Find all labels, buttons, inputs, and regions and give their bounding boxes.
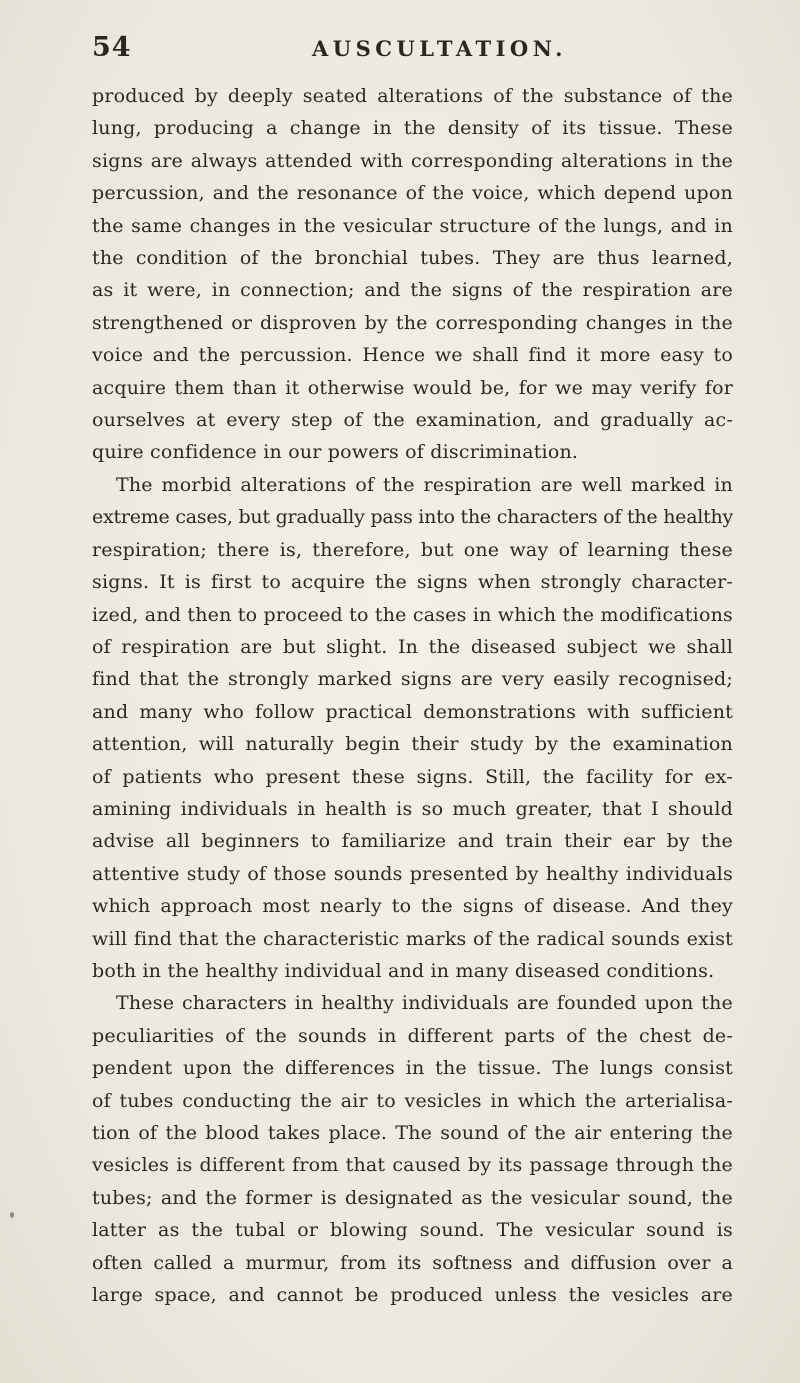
text-line: find that the strongly marked signs are very easily recognised; <box>92 668 733 691</box>
text-line: amining individuals in health is so much greater, that I should <box>92 797 733 820</box>
text-line: of patients who present these signs. Still, the facility for ex- <box>92 765 733 788</box>
text-line: strengthened or disproven by the corresponding changes in the <box>92 311 733 334</box>
text-line: ized, and then to proceed to the cases in which the modifications <box>92 603 733 626</box>
text-line: voice and the percussion. Hence we shall find it more easy to <box>92 344 733 367</box>
text-line: quire confidence in our powers of discrimination. <box>92 441 579 464</box>
paper-speck <box>10 1212 14 1218</box>
paragraph <box>92 987 733 1311</box>
text-line: advise all beginners to familiarize and train their ear by the <box>92 830 733 853</box>
text-line: of tubes conducting the air to vesicles in which the arterialisa- <box>92 1089 733 1112</box>
text-line: large space, and cannot be produced unless the vesicles are <box>92 1284 733 1307</box>
text-line: pendent upon the differences in the tissue. The lungs consist <box>92 1057 733 1080</box>
page-number: 54 <box>92 32 132 63</box>
text-line: as it were, in connection; and the signs of the respiration are <box>92 279 733 302</box>
text-line: both in the healthy individual and in many diseased conditions. <box>92 959 715 982</box>
text-line: attentive study of those sounds presented by healthy individuals <box>92 862 733 885</box>
paragraph <box>92 469 733 988</box>
text-line: tubes; and the former is designated as the vesicular sound, the <box>92 1186 733 1209</box>
text-line: attention, will naturally begin their study by the examination <box>92 733 733 756</box>
text-line: the same changes in the vesicular structure of the lungs, and in <box>92 214 733 237</box>
text-line: latter as the tubal or blowing sound. The vesicular sound is <box>92 1219 733 1242</box>
text-line: vesicles is different from that caused by its passage through the <box>92 1154 733 1177</box>
text-line: peculiarities of the sounds in different parts of the chest de- <box>92 1024 733 1047</box>
body-text <box>92 80 733 1311</box>
text-line: and many who follow practical demonstrations with sufficient <box>92 700 733 723</box>
text-line: lung, producing a change in the density of its tissue. These <box>92 117 733 140</box>
text-line: acquire them than it otherwise would be, for we may verify for <box>92 376 733 399</box>
text-line: extreme cases, but gradually pass into the characters of the healthy <box>92 506 733 529</box>
text-line: often called a murmur, from its softness and diffusion over a <box>92 1251 733 1274</box>
text-line: which approach most nearly to the signs of disease. And they <box>92 895 733 918</box>
text-line: percussion, and the resonance of the voice, which depend upon <box>92 182 733 205</box>
text-line: signs are always attended with corresponding alterations in the <box>92 149 733 172</box>
text-line: of respiration are but slight. In the diseased subject we shall <box>92 635 733 658</box>
running-head <box>92 28 732 68</box>
running-title: AUSCULTATION. <box>312 36 567 61</box>
text-line: signs. It is first to acquire the signs when strongly character- <box>92 571 733 594</box>
text-line: respiration; there is, therefore, but one way of learning these <box>92 538 733 561</box>
text-line: tion of the blood takes place. The sound of the air entering the <box>92 1122 733 1144</box>
text-line: will find that the characteristic marks of the radical sounds exist <box>92 927 733 950</box>
text-line: These characters in healthy individuals are founded upon the <box>116 992 733 1015</box>
text-line: the condition of the bronchial tubes. They are thus learned, <box>92 247 733 270</box>
text-line: produced by deeply seated alterations of the substance of the <box>92 85 733 107</box>
text-line: ourselves at every step of the examination, and gradually ac- <box>92 409 733 432</box>
text-line: The morbid alterations of the respiration are well marked in <box>116 473 733 496</box>
paragraph <box>92 80 733 469</box>
